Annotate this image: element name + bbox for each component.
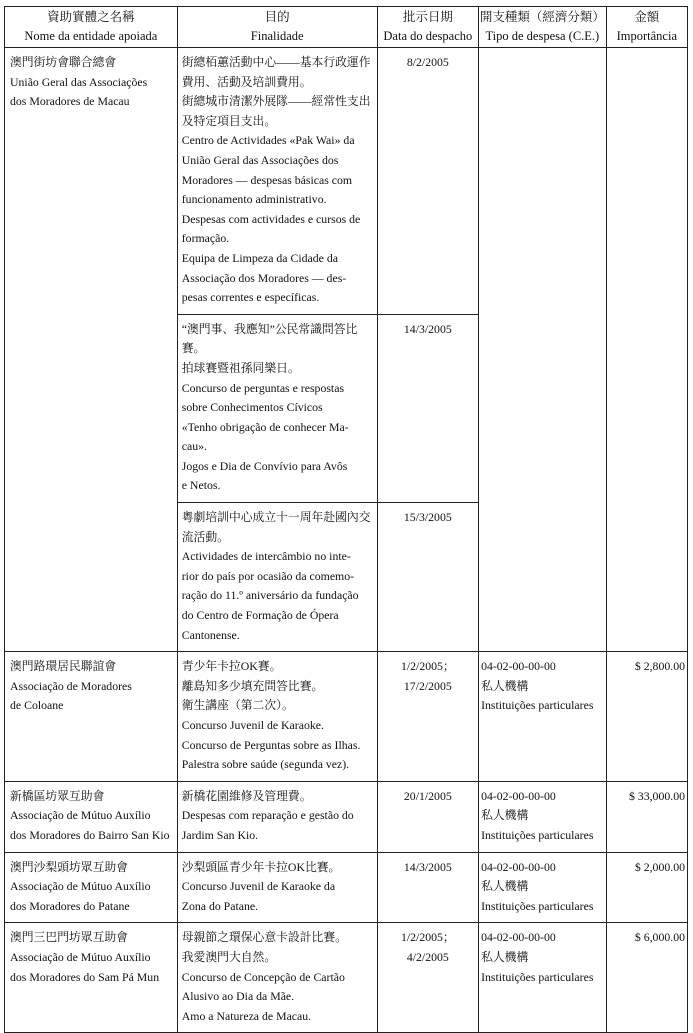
table-row: [5, 652, 688, 782]
dispatch-date: 4/2/2005: [406, 949, 449, 964]
header-entity: [5, 7, 178, 48]
header-amount-zh: 金額: [634, 10, 660, 24]
purpose-line: 流活動。: [181, 529, 229, 544]
purpose-line: 拍球賽暨祖孫同樂日。: [181, 360, 300, 375]
entity-name-zh: 澳門三巴門坊眾互助會: [10, 930, 128, 945]
purpose-line: “澳門事、我應知”公民常識問答比: [181, 321, 358, 336]
dispatch-date: 15/3/2005: [403, 510, 452, 525]
subsidy-table: [4, 6, 688, 1033]
purpose-line: 沙梨頭區青少年卡拉OK比賽。: [181, 859, 341, 874]
expense-code: 04-02-00-00-00: [481, 788, 556, 803]
entity-name-zh: 澳門路環居民聯誼會: [10, 659, 117, 674]
purpose-line: funcionamento administrativo.: [181, 192, 327, 207]
entity-name-pt: Associação de Mútuo Auxílio: [10, 879, 151, 894]
expense-code: 04-02-00-00-00: [481, 659, 556, 674]
entity-name-pt: Associação de Mútuo Auxílio: [10, 949, 151, 964]
entity-name-pt: dos Moradores do Sam Pá Mun: [10, 969, 160, 984]
date-cell: [377, 48, 478, 315]
expense-type-pt: Instituições particulares: [481, 827, 594, 842]
purpose-line: do Centro de Formação de Ópera: [181, 608, 339, 623]
header-date-pt: Data do despacho: [383, 29, 473, 43]
header-type-pt: Tipo de despesa (C.E.): [485, 29, 600, 43]
expense-type-pt: Instituições particulares: [481, 698, 594, 713]
purpose-line: 衛生講座（第二次）。: [181, 698, 294, 713]
amount-cell: [606, 923, 687, 1033]
purpose-line: Concurso de perguntas e respostas: [181, 380, 345, 395]
header-purpose: [177, 7, 377, 48]
dispatch-date: 14/3/2005: [403, 859, 452, 874]
header-type: [479, 7, 607, 48]
table-row: [5, 781, 688, 852]
expense-code: 04-02-00-00-00: [481, 859, 556, 874]
purpose-line: Associação dos Moradores — des-: [181, 270, 347, 285]
purpose-line: 我愛澳門大自然。: [181, 949, 277, 964]
entity-cell: [5, 48, 178, 652]
date-cell: [377, 923, 478, 1033]
purpose-line: 新橋花園維修及管理費。: [181, 788, 312, 803]
purpose-line: cau».: [181, 439, 207, 454]
amount-value: $ 2,000.00: [634, 859, 685, 874]
entity-cell: [5, 652, 178, 782]
purpose-line: 街總城市清潔外展隊——經常性支出: [181, 94, 371, 109]
entity-name-pt: dos Moradores do Bairro San Kio: [10, 827, 170, 842]
table-header-row: [5, 7, 688, 48]
dispatch-date: 1/2/2005；: [400, 930, 455, 945]
dispatch-date: 20/1/2005: [403, 788, 452, 803]
date-cell: [377, 314, 478, 502]
purpose-line: Palestra sobre saúde (segunda vez).: [181, 757, 350, 772]
purpose-line: formação.: [181, 231, 230, 246]
header-date: [377, 7, 478, 48]
header-type-zh: 開支種類（經濟分類）: [479, 10, 605, 24]
entity-cell: [5, 852, 178, 923]
dispatch-date: 8/2/2005: [406, 55, 449, 69]
entity-cell: [5, 923, 178, 1033]
purpose-line: ração do 11.º aniversário da fundação: [181, 588, 359, 603]
table-row: [5, 923, 688, 1033]
header-amount: [606, 7, 687, 48]
type-cell: [479, 652, 607, 782]
type-cell: [479, 852, 607, 923]
expense-type-pt: Instituições particulares: [481, 969, 594, 984]
purpose-line: 母親節之環保心意卡設計比賽。: [181, 930, 347, 945]
expense-type-pt: Instituições particulares: [481, 898, 594, 913]
purpose-line: União Geral das Associações dos: [181, 152, 339, 167]
purpose-line: 離島知多少填充問答比賽。: [181, 678, 324, 693]
entity-name-zh: 澳門沙梨頭坊眾互助會: [10, 859, 128, 874]
expense-type-zh: 私人機構: [481, 678, 529, 693]
purpose-line: Despesas com actividades e cursos de: [181, 211, 361, 226]
purpose-line: Concurso de Concepção de Cartão: [181, 969, 345, 984]
purpose-line: 及特定項目支出。: [181, 113, 277, 128]
dispatch-date: 17/2/2005: [403, 678, 452, 693]
dispatch-date: 14/3/2005: [403, 321, 452, 336]
header-entity-zh: 資助實體之名稱: [47, 10, 135, 24]
expense-type-zh: 私人機構: [481, 949, 529, 964]
entity-cell: [5, 781, 178, 852]
expense-code: 04-02-00-00-00: [481, 930, 556, 945]
purpose-line: Concurso Juvenil de Karaoke.: [181, 718, 324, 732]
purpose-cell: [177, 652, 377, 782]
expense-type-zh: 私人機構: [481, 879, 529, 894]
header-amount-pt: Importância: [616, 29, 677, 43]
header-date-zh: 批示日期: [402, 10, 453, 24]
entity-name-pt: dos Moradores do Patane: [10, 898, 130, 913]
type-cell: [479, 923, 607, 1033]
amount-value: $ 6,000.00: [634, 930, 685, 945]
purpose-line: Jogos e Dia de Convívio para Avôs: [181, 458, 348, 473]
dispatch-date: 1/2/2005；: [400, 659, 455, 674]
purpose-line: pesas correntes e específicas.: [181, 290, 320, 305]
purpose-cell: [177, 48, 377, 315]
purpose-line: e Netos.: [181, 478, 221, 493]
amount-value: $ 33,000.00: [628, 788, 685, 803]
amount-cell: [606, 652, 687, 782]
purpose-line: sobre Conhecimentos Cívicos: [181, 400, 323, 415]
amount-cell: [606, 781, 687, 852]
amount-value: $ 2,800.00: [634, 659, 685, 674]
date-cell: [377, 852, 478, 923]
entity-name-zh: 澳門街坊會聯合總會: [10, 55, 117, 69]
entity-name-zh: 新橋區坊眾互助會: [10, 788, 105, 803]
date-cell: [377, 781, 478, 852]
purpose-line: Concurso de Perguntas sobre as Ilhas.: [181, 737, 361, 752]
entity-name-pt: dos Moradores de Macau: [10, 94, 130, 109]
purpose-line: 青少年卡拉OK賽。: [181, 659, 282, 674]
purpose-line: Equipa de Limpeza da Cidade da: [181, 250, 338, 265]
purpose-cell: [177, 314, 377, 502]
purpose-line: 粵劇培訓中心成立十一周年赴國內交: [181, 510, 371, 525]
purpose-cell: [177, 781, 377, 852]
purpose-line: Centro de Actividades «Pak Wai» da: [181, 133, 355, 148]
table-row: [5, 852, 688, 923]
date-cell: [377, 503, 478, 652]
purpose-line: 賽。: [181, 341, 206, 356]
purpose-line: Alusivo ao Dia da Mãe.: [181, 989, 295, 1004]
header-purpose-pt: Finalidade: [250, 29, 304, 43]
purpose-cell: [177, 503, 377, 652]
table-row: [5, 48, 688, 315]
purpose-line: rior do país por ocasião da comemo-: [181, 568, 355, 583]
header-entity-pt: Nome da entidade apoiada: [24, 29, 158, 43]
purpose-line: Concurso Juvenil de Karaoke da: [181, 879, 336, 894]
purpose-cell: [177, 852, 377, 923]
entity-name-pt: Associação de Moradores: [10, 678, 132, 693]
purpose-line: Amo a Natureza de Macau.: [181, 1008, 312, 1023]
purpose-line: «Tenho obrigação de conhecer Ma-: [181, 419, 349, 434]
amount-cell: [606, 852, 687, 923]
purpose-line: Zona do Patane.: [181, 898, 259, 913]
purpose-cell: [177, 923, 377, 1033]
type-cell: [479, 48, 607, 652]
date-cell: [377, 652, 478, 782]
type-cell: [479, 781, 607, 852]
amount-cell: [606, 48, 687, 652]
purpose-line: Jardim San Kio.: [181, 827, 259, 842]
purpose-line: Actividades de intercâmbio no inte-: [181, 549, 351, 564]
expense-type-zh: 私人機構: [481, 808, 529, 823]
header-purpose-zh: 目的: [264, 10, 290, 24]
entity-name-pt: Associação de Mútuo Auxílio: [10, 808, 151, 823]
entity-name-pt: União Geral das Associações: [10, 74, 148, 89]
entity-name-pt: de Coloane: [10, 698, 64, 713]
purpose-line: Cantonense.: [181, 627, 240, 642]
purpose-line: Moradores — despesas básicas com: [181, 172, 353, 187]
purpose-line: 街總栢蕙活動中心——基本行政運作: [181, 55, 371, 69]
purpose-line: 費用、活動及培訓費用。: [181, 74, 312, 89]
purpose-line: Despesas com reparação e gestão do: [181, 808, 354, 823]
